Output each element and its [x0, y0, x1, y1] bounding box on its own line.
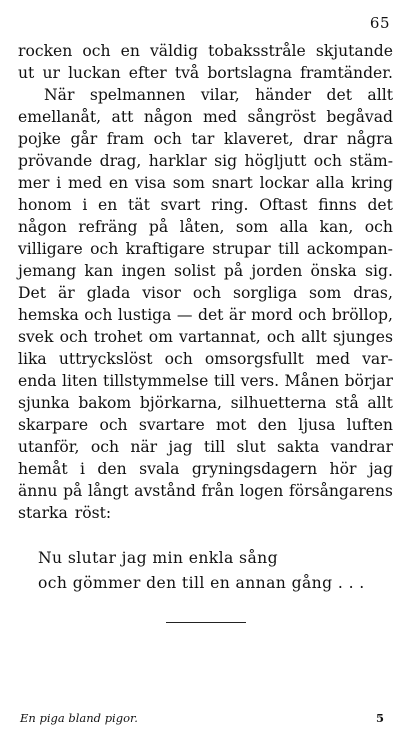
word: och [164, 350, 193, 368]
text-line [18, 238, 393, 260]
word: hemska [18, 306, 79, 324]
word: framtänder. [300, 64, 393, 82]
word: två [174, 64, 200, 82]
word: och [364, 218, 393, 236]
text-line [18, 502, 393, 524]
word: finns [318, 196, 357, 214]
word: ackompan- [306, 240, 393, 258]
word: väldig [149, 42, 199, 60]
word: jemang [18, 262, 77, 280]
word: fram [106, 130, 145, 148]
word: snart [211, 174, 253, 192]
word: med [316, 350, 351, 368]
word: gryningsdagern [191, 460, 318, 478]
text-line [18, 370, 393, 392]
word: till [278, 240, 300, 258]
word: ännu [18, 482, 58, 500]
word: och [298, 306, 327, 324]
word: hemåt [18, 460, 68, 478]
word: solist [173, 262, 216, 280]
word: silhuetterna [230, 394, 327, 412]
word: i [82, 196, 88, 214]
text-line [18, 172, 393, 194]
word: ring. [211, 196, 249, 214]
word: bröllop, [331, 306, 393, 324]
word: försångarens [288, 482, 393, 500]
word: långt [87, 482, 129, 500]
word: allt [367, 394, 393, 412]
text-line [18, 458, 393, 480]
word: och [82, 42, 111, 60]
word: starka [18, 504, 68, 522]
word: ingen [121, 262, 166, 280]
word: som [309, 284, 342, 302]
text-line [18, 414, 393, 436]
word: vilar, [200, 86, 240, 104]
word: begåvad [326, 108, 393, 126]
word: spelmannen [89, 86, 186, 104]
word: en [98, 196, 118, 214]
word: en [108, 174, 129, 192]
word: hör [329, 460, 357, 478]
text-line [18, 282, 393, 304]
word: tillstymmelse [103, 372, 209, 390]
text-line [18, 326, 393, 348]
verse-line: och gömmer den till en annan gång . . . [38, 574, 365, 592]
word: avstånd [134, 482, 196, 500]
word: det [326, 86, 353, 104]
word: tobaksstråle [208, 42, 306, 60]
word: till [213, 372, 236, 390]
word: uttryckslöst [58, 350, 153, 368]
word: stäm- [349, 152, 393, 170]
word: som [235, 218, 269, 236]
word: att [111, 108, 134, 126]
word: sig. [364, 262, 393, 280]
word: bakom [78, 394, 132, 412]
word: den [257, 416, 287, 434]
word: sakta [277, 438, 320, 456]
word: drag, [99, 152, 142, 170]
word: tar [191, 130, 215, 148]
word: björkarna, [139, 394, 223, 412]
word: — [176, 306, 193, 324]
word: jorden [251, 262, 303, 280]
word: ljusa [298, 416, 336, 434]
word: och [99, 416, 128, 434]
text-line [18, 348, 393, 370]
word: villigare [18, 240, 83, 258]
word: vers. [240, 372, 280, 390]
word: tät [128, 196, 150, 214]
word: på [63, 482, 83, 500]
word: Oftast [259, 196, 308, 214]
word: vandrar [330, 438, 393, 456]
word: jag [368, 460, 393, 478]
word: och [90, 240, 119, 258]
text-line [18, 392, 393, 414]
word: på [223, 262, 244, 280]
word: drar [303, 130, 338, 148]
page-number: 65 [369, 14, 390, 32]
word: omsorgsfullt [204, 350, 304, 368]
word: dras, [353, 284, 393, 302]
word: vartannat, [179, 328, 261, 346]
word: kraftigare [125, 240, 205, 258]
word: kring [351, 174, 393, 192]
word: ut [18, 64, 35, 82]
footer-title: En piga bland pigor. [20, 711, 138, 725]
word: sig [214, 152, 238, 170]
text-line [18, 106, 393, 128]
word: önska [310, 262, 357, 280]
text-line [18, 194, 393, 216]
word: emellanåt, [18, 108, 102, 126]
word: går [70, 130, 98, 148]
verse-line: Nu slutar jag min enkla sång [38, 549, 278, 567]
verse [38, 546, 365, 596]
word: logen [239, 482, 284, 500]
word: någon [18, 218, 67, 236]
word: alla [315, 174, 345, 192]
word: kan, [319, 218, 354, 236]
word: enda [18, 372, 57, 390]
text-line [18, 480, 393, 502]
word: allt [367, 86, 393, 104]
word: några [346, 130, 393, 148]
word: rocken [18, 42, 73, 60]
word: var- [362, 350, 393, 368]
text-line [18, 62, 393, 84]
word: alla [279, 218, 309, 236]
word: svart [160, 196, 201, 214]
word: Det [18, 284, 46, 302]
word: harklar [148, 152, 207, 170]
word: prövande [18, 152, 93, 170]
text-line [18, 216, 393, 238]
word: bortslagna [207, 64, 293, 82]
word: svala [139, 460, 180, 478]
word: från [201, 482, 235, 500]
word: svartare [138, 416, 205, 434]
word: den [97, 460, 127, 478]
word: är [57, 284, 75, 302]
word: låten, [179, 218, 225, 236]
word: en [120, 42, 140, 60]
word: i [80, 460, 86, 478]
word: med [68, 174, 103, 192]
word: refräng [78, 218, 138, 236]
text-line [18, 84, 393, 106]
word: utanför, [18, 438, 80, 456]
word: på [148, 218, 169, 236]
section-divider [166, 622, 246, 623]
word: lustiga [117, 306, 172, 324]
word: luckan [68, 64, 121, 82]
word: och [84, 306, 113, 324]
word: och [59, 328, 88, 346]
word: det [367, 196, 393, 214]
word: sjunka [18, 394, 70, 412]
word: lockar [259, 174, 309, 192]
word: När [44, 86, 75, 104]
word: luften [346, 416, 393, 434]
word: någon [143, 108, 193, 126]
word: mord [251, 306, 293, 324]
word: glada [86, 284, 131, 302]
word: stå [335, 394, 359, 412]
word: är [228, 306, 246, 324]
word: visa [134, 174, 166, 192]
word: mot [215, 416, 247, 434]
text-line [18, 40, 393, 62]
text-line [18, 304, 393, 326]
word: skarpare [18, 416, 89, 434]
text-line [18, 150, 393, 172]
word: och [153, 130, 182, 148]
word: kan [84, 262, 114, 280]
word: efter [128, 64, 167, 82]
word: och [266, 328, 296, 346]
word: det [197, 306, 224, 324]
word: liten [62, 372, 98, 390]
word: visor [142, 284, 181, 302]
word: sångröst [247, 108, 316, 126]
word: skjutande [315, 42, 393, 60]
word: händer [255, 86, 312, 104]
word: trohet [93, 328, 143, 346]
word: ur [42, 64, 60, 82]
word: som [172, 174, 205, 192]
word: klaveret, [223, 130, 294, 148]
word: i [56, 174, 62, 192]
word: om [148, 328, 173, 346]
text-line [18, 128, 393, 150]
word: svek [18, 328, 54, 346]
word: röst: [74, 504, 112, 522]
word: när [130, 438, 158, 456]
word: allt [301, 328, 327, 346]
word: jag [168, 438, 193, 456]
footer-signature: 5 [375, 711, 384, 725]
body-text [18, 40, 393, 524]
word: och [192, 284, 222, 302]
word: mer [18, 174, 50, 192]
text-line [18, 436, 393, 458]
word: lika [18, 350, 47, 368]
word: och [90, 438, 119, 456]
word: sorgliga [232, 284, 298, 302]
word: högljutt [244, 152, 307, 170]
word: sjunges [332, 328, 393, 346]
word: med [203, 108, 238, 126]
word: Månen [284, 372, 340, 390]
word: pojke [18, 130, 61, 148]
word: till [203, 438, 226, 456]
word: strupar [212, 240, 271, 258]
word: börjar [344, 372, 393, 390]
word: honom [18, 196, 72, 214]
text-line [18, 260, 393, 282]
word: och [313, 152, 342, 170]
word: slut [236, 438, 266, 456]
